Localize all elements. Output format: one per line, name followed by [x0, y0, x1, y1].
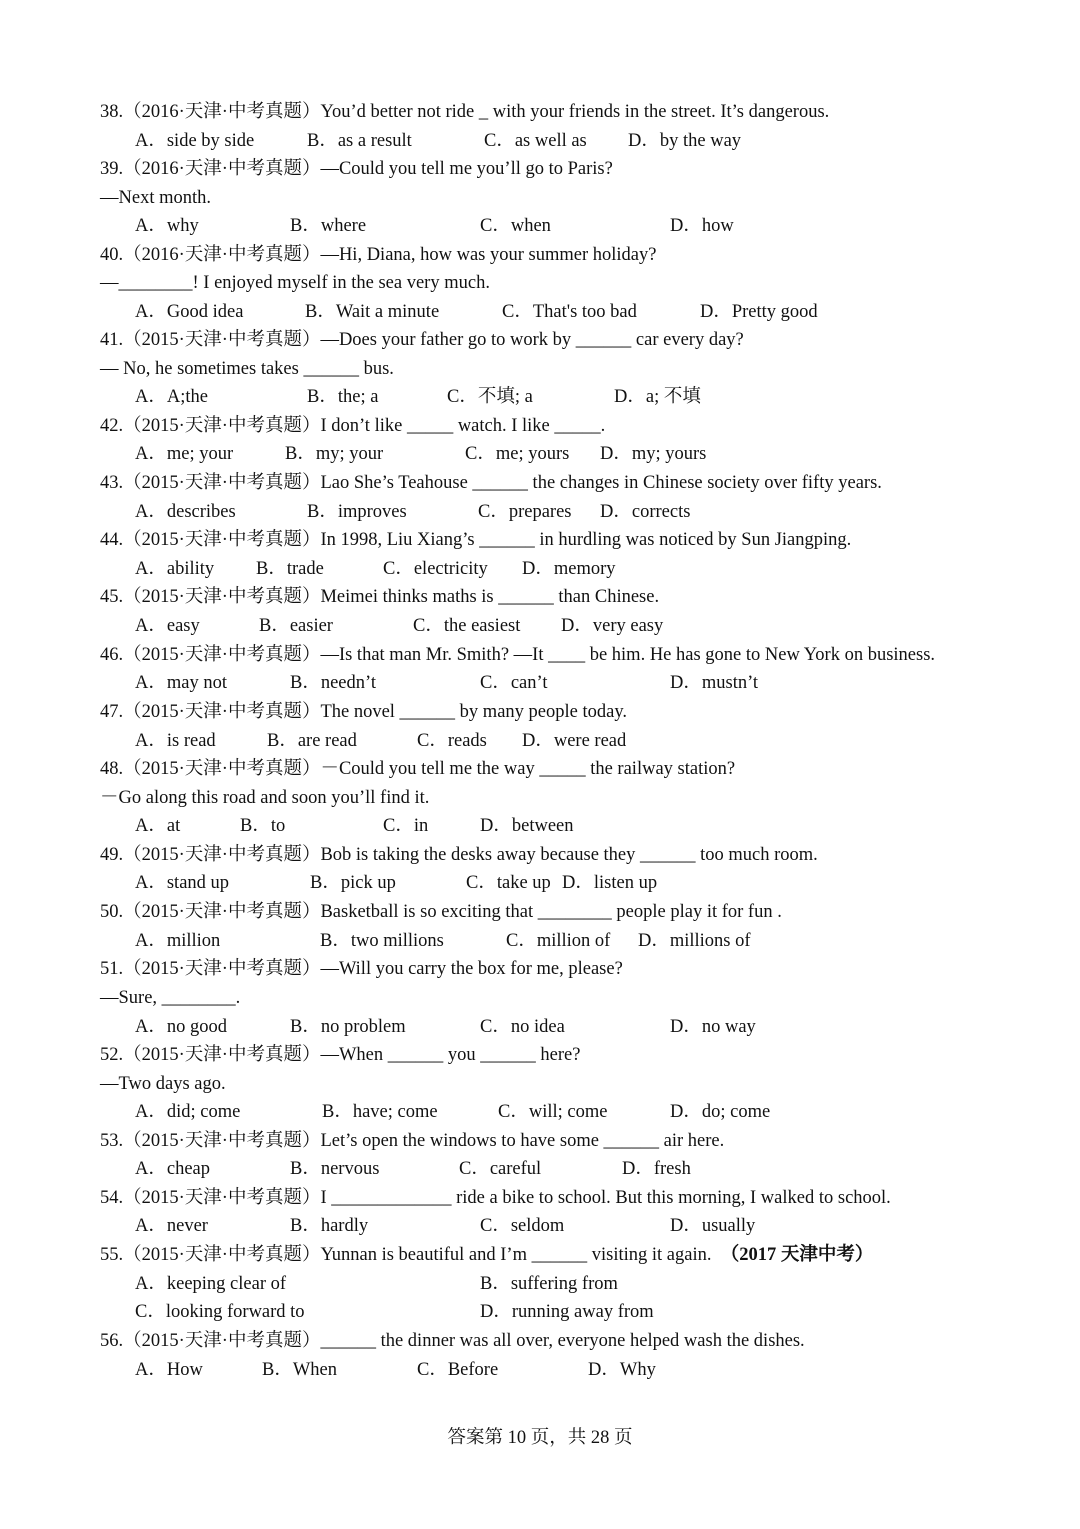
question-47-option-a: A．is read [135, 731, 216, 751]
question-56-option-b: B．When [262, 1360, 338, 1380]
question-45-option-d: D．very easy [561, 616, 664, 636]
question-54-option-b: B．hardly [290, 1216, 369, 1236]
question-41-option-d: D．a; 不填 [614, 387, 701, 407]
question-39-stem: 39.（2016·天津·中考真题）—Could you tell me you’ll go to Paris? [100, 159, 613, 179]
question-41-stem: 41.（2015·天津·中考真题）—Does your father go to work by ______ car every day? [100, 330, 744, 350]
question-46-option-b: B．needn’t [290, 673, 376, 693]
question-50-option-c: C．million of [506, 931, 611, 951]
question-43-option-a: A．describes [135, 502, 236, 522]
question-41-option-a: A．A;the [135, 387, 208, 407]
question-53-option-b: B．nervous [290, 1159, 380, 1179]
question-40-option-a: A．Good idea [135, 302, 244, 322]
question-48-option-a: A．at [135, 816, 181, 836]
question-44-option-a: A．ability [135, 559, 215, 579]
question-55-source-tag: （2017 天津中考） [720, 1245, 874, 1265]
question-55-stem [100, 1241, 873, 1269]
question-52-option-d: D．do; come [670, 1102, 771, 1122]
question-49-option-a: A．stand up [135, 873, 230, 893]
question-38-option-b: B．as a result [307, 131, 412, 151]
question-45-option-c: C．the easiest [413, 616, 521, 636]
question-45-stem: 45.（2015·天津·中考真题）Meimei thinks maths is ______ than Chinese. [100, 587, 660, 607]
question-46-option-a: A．may not [135, 673, 227, 693]
question-44-stem: 44.（2015·天津·中考真题）In 1998, Liu Xiang’s ______ in hurdling was noticed by Sun Jiangping. [100, 530, 852, 550]
question-51-stem: 51.（2015·天津·中考真题）—Will you carry the box for me, please? [100, 959, 623, 979]
question-42-option-d: D．my; yours [600, 444, 707, 464]
question-50-stem: 50.（2015·天津·中考真题）Basketball is so exciting that ________ people play it for fun . [100, 902, 782, 922]
question-38-option-d: D．by the way [628, 131, 742, 151]
question-55-option-b: B．suffering from [480, 1274, 618, 1294]
question-45-option-b: B．easier [259, 616, 333, 636]
question-40-option-c: C．That's too bad [502, 302, 637, 322]
question-38-stem: 38.（2016·天津·中考真题）You’d better not ride _ with your friends in the street. It’s dangerous. [100, 102, 830, 122]
question-39-reply: —Next month. [100, 188, 211, 208]
question-41-option-c: C．不填; a [447, 387, 533, 407]
question-44-option-b: B．trade [256, 559, 324, 579]
question-43-option-b: B．improves [307, 502, 407, 522]
question-52-option-a: A．did; come [135, 1102, 241, 1122]
question-48-reply: －Go along this road and soon you’ll find it. [100, 788, 430, 808]
question-43-option-d: D．corrects [600, 502, 691, 522]
question-38-option-a: A．side by side [135, 131, 255, 151]
question-40-option-d: D．Pretty good [700, 302, 818, 322]
question-45-option-a: A．easy [135, 616, 200, 636]
question-52-stem: 52.（2015·天津·中考真题）—When ______ you ______ here? [100, 1045, 581, 1065]
question-54-option-a: A．never [135, 1216, 208, 1236]
question-39-option-b: B．where [290, 216, 367, 236]
question-50-option-d: D．millions of [638, 931, 751, 951]
question-47-stem: 47.（2015·天津·中考真题）The novel ______ by many people today. [100, 702, 627, 722]
question-39-option-a: A．why [135, 216, 199, 236]
question-56-option-c: C．Before [417, 1360, 499, 1380]
question-51-option-a: A．no good [135, 1017, 227, 1037]
question-55-option-a: A．keeping clear of [135, 1274, 287, 1294]
question-40-option-b: B．Wait a minute [305, 302, 440, 322]
question-48-option-d: D．between [480, 816, 574, 836]
question-40-stem: 40.（2016·天津·中考真题）—Hi, Diana, how was your summer holiday? [100, 245, 657, 265]
question-39-option-c: C．when [480, 216, 551, 236]
question-56-option-d: D．Why [588, 1360, 656, 1380]
question-56-stem: 56.（2015·天津·中考真题）______ the dinner was all over, everyone helped wash the dishes. [100, 1331, 805, 1351]
question-53-stem: 53.（2015·天津·中考真题）Let’s open the windows to have some ______ air here. [100, 1131, 725, 1151]
question-46-option-c: C．can’t [480, 673, 548, 693]
question-55-option-c: C．looking forward to [135, 1302, 305, 1322]
question-46-stem: 46.（2015·天津·中考真题）—Is that man Mr. Smith? —It ____ be him. He has gone to New York on business. [100, 645, 936, 665]
question-47-option-d: D．were read [522, 731, 627, 751]
question-42-stem: 42.（2015·天津·中考真题）I don’t like _____ watch. I like _____. [100, 416, 606, 436]
question-41-option-b: B．the; a [307, 387, 379, 407]
question-48-stem: 48.（2015·天津·中考真题）－Could you tell me the way _____ the railway station? [100, 759, 736, 779]
question-56-option-a: A．How [135, 1360, 203, 1380]
question-52-reply: —Two days ago. [100, 1074, 226, 1094]
question-55-option-d: D．running away from [480, 1302, 654, 1322]
question-49-option-b: B．pick up [310, 873, 396, 893]
question-54-stem: 54.（2015·天津·中考真题）I _____________ ride a bike to school. But this morning, I walked to school. [100, 1188, 891, 1208]
question-49-option-c: C．take up [466, 873, 551, 893]
question-50-option-b: B．two millions [320, 931, 444, 951]
question-43-stem: 43.（2015·天津·中考真题）Lao She’s Teahouse ______ the changes in Chinese society over fifty years. [100, 473, 882, 493]
question-55-text: 55.（2015·天津·中考真题）Yunnan is beautiful and I’m ______ visiting it again. [100, 1245, 712, 1265]
question-38-option-c: C．as well as [484, 131, 587, 151]
question-53-option-d: D．fresh [622, 1159, 691, 1179]
question-53-option-c: C．careful [459, 1159, 542, 1179]
page-number-footer: 答案第 10 页，共 28 页 [447, 1428, 633, 1448]
question-42-option-a: A．me; your [135, 444, 234, 464]
question-44-option-d: D．memory [522, 559, 616, 579]
question-49-option-d: D．listen up [562, 873, 658, 893]
question-43-option-c: C．prepares [478, 502, 572, 522]
question-49-stem: 49.（2015·天津·中考真题）Bob is taking the desks away because they ______ too much room. [100, 845, 818, 865]
question-44-option-c: C．electricity [383, 559, 488, 579]
question-54-option-d: D．usually [670, 1216, 756, 1236]
question-40-reply: —________! I enjoyed myself in the sea very much. [100, 273, 490, 293]
question-47-option-b: B．are read [267, 731, 357, 751]
question-54-option-c: C．seldom [480, 1216, 565, 1236]
question-39-option-d: D．how [670, 216, 734, 236]
question-47-option-c: C．reads [417, 731, 487, 751]
question-42-option-c: C．me; yours [465, 444, 570, 464]
question-48-option-c: C．in [383, 816, 429, 836]
question-51-reply: —Sure, ________. [100, 988, 241, 1008]
question-50-option-a: A．million [135, 931, 221, 951]
question-51-option-c: C．no idea [480, 1017, 565, 1037]
question-46-option-d: D．mustn’t [670, 673, 759, 693]
question-41-reply: — No, he sometimes takes ______ bus. [100, 359, 394, 379]
question-48-option-b: B．to [240, 816, 286, 836]
question-51-option-d: D．no way [670, 1017, 756, 1037]
question-52-option-b: B．have; come [322, 1102, 438, 1122]
question-52-option-c: C．will; come [498, 1102, 608, 1122]
question-53-option-a: A．cheap [135, 1159, 210, 1179]
question-51-option-b: B．no problem [290, 1017, 406, 1037]
question-42-option-b: B．my; your [285, 444, 384, 464]
